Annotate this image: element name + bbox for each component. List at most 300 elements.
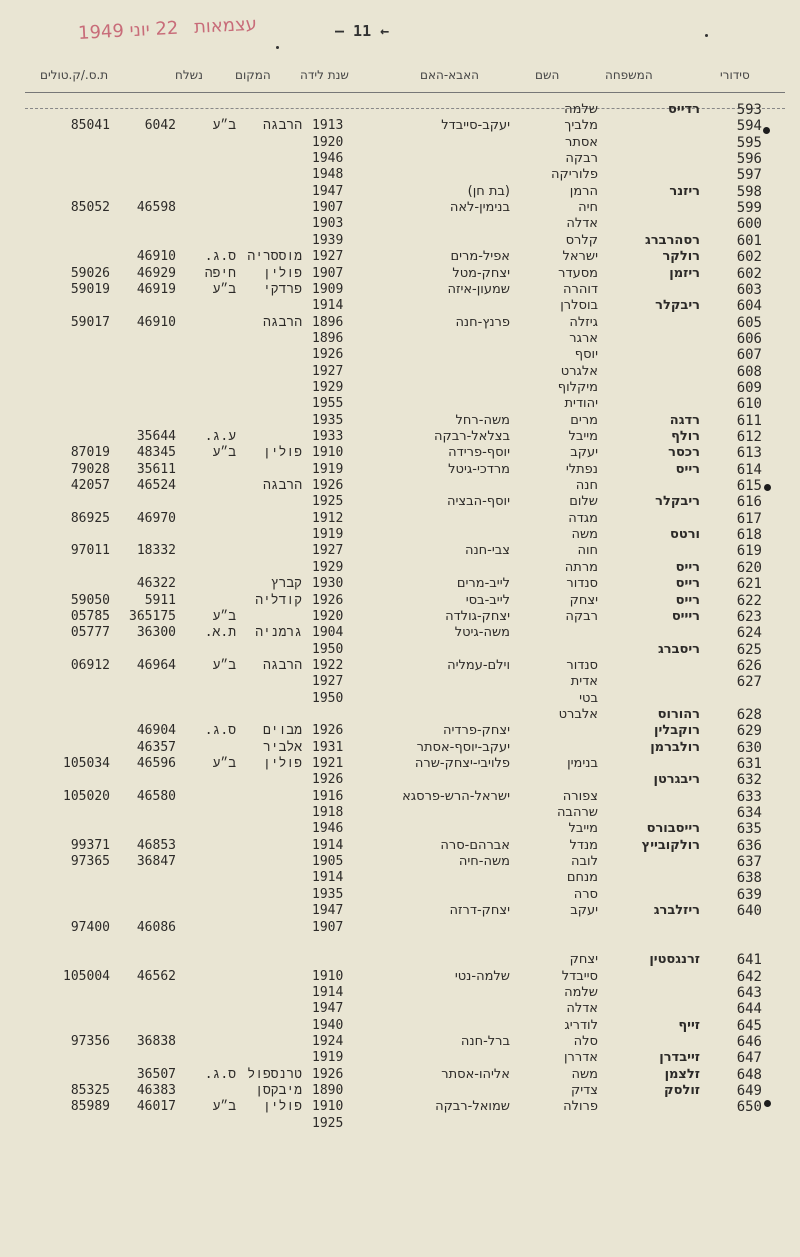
family-name: ורטס	[670, 527, 700, 543]
table-row	[0, 723, 800, 739]
archive-number: 05777	[70, 625, 110, 641]
serial-number: 625	[736, 641, 762, 658]
table-row	[0, 380, 800, 396]
sent-to: ב״ע	[212, 118, 236, 134]
family-name: רסהרברג	[645, 232, 700, 248]
family-name: רדייס	[668, 102, 700, 117]
birth-year: 1926	[312, 772, 344, 788]
file-number: 36507	[136, 1066, 176, 1082]
first-name: מיקלוף	[557, 379, 598, 395]
file-number: 36847	[136, 854, 176, 870]
archive-number: 59019	[70, 281, 110, 297]
first-name: אלברט	[558, 706, 598, 722]
serial-number: 603	[736, 281, 762, 298]
first-name: שלמה	[564, 102, 598, 117]
serial-number: 615	[736, 478, 762, 495]
table-row	[0, 658, 800, 674]
birth-year: 1890	[312, 1083, 344, 1098]
first-name: בטי	[579, 690, 598, 706]
first-name: יוסף	[574, 347, 598, 363]
parents-names: שמואל-רבקה	[435, 1099, 510, 1115]
birth-year: 1926	[312, 478, 344, 494]
table-row	[0, 560, 800, 576]
origin-place: מבוים	[262, 723, 302, 739]
sent-to: ס.ג.	[204, 1066, 236, 1082]
birth-year: 1918	[312, 805, 344, 821]
table-row	[0, 413, 800, 429]
serial-number: 630	[736, 739, 762, 756]
parents-names: בצלאל-רבקה	[434, 429, 510, 444]
birth-year: 1903	[312, 216, 344, 232]
file-number: 46580	[136, 788, 176, 804]
first-name: סלה	[573, 1033, 598, 1049]
first-name: פלוריקה	[550, 167, 598, 183]
serial-number: 645	[736, 1017, 762, 1034]
serial-number: 636	[736, 837, 762, 854]
family-name: ריייס	[671, 608, 700, 624]
table-row	[0, 429, 800, 445]
serial-number: 598	[736, 183, 762, 200]
file-number: 46964	[136, 657, 176, 673]
origin-place: פרדקי	[262, 281, 302, 297]
birth-year: 1939	[312, 232, 344, 248]
origin-place: הרבגה	[262, 118, 302, 134]
serial-number: 644	[736, 1001, 762, 1018]
archive-number: 85325	[70, 1083, 110, 1098]
header-rule	[25, 92, 785, 93]
table-row	[0, 543, 800, 559]
first-name: אדית	[570, 674, 598, 690]
serial-number: 609	[736, 379, 762, 396]
serial-number: 605	[736, 314, 762, 331]
serial-number: 631	[736, 756, 762, 772]
first-name: קלרס	[565, 232, 598, 248]
first-name: מגדה	[568, 510, 598, 526]
birth-year: 1920	[312, 608, 344, 624]
table-row	[0, 249, 800, 265]
serial-number: 650	[736, 1099, 762, 1116]
serial-number: 595	[736, 134, 762, 151]
origin-place: אלביר	[262, 739, 302, 755]
table-row	[0, 707, 800, 723]
family-name: זייבדרן	[659, 1050, 700, 1066]
birth-year: 1935	[312, 886, 344, 902]
table-row	[0, 1116, 800, 1132]
table-row	[0, 1050, 800, 1066]
family-name: זלצמן	[664, 1066, 700, 1082]
birth-year: 1919	[312, 527, 344, 543]
first-name: סייבדל	[561, 968, 598, 984]
first-name: משה	[571, 1066, 598, 1082]
archive-number: 97356	[70, 1033, 110, 1049]
serial-number: 614	[736, 461, 762, 478]
origin-place: פולין	[262, 265, 302, 281]
parents-names: וילם-עמליה	[447, 657, 510, 673]
family-name: ריזמן	[669, 265, 700, 281]
serial-number: 635	[736, 821, 762, 838]
serial-number: 641	[736, 952, 762, 969]
first-name: חיה	[578, 200, 598, 216]
table-row	[0, 821, 800, 837]
parents-names: יעקב-סייבדל	[441, 118, 510, 134]
serial-number: 624	[736, 625, 762, 642]
birth-year: 1948	[312, 167, 344, 183]
table-row	[0, 216, 800, 232]
family-name: רכסר	[668, 445, 700, 461]
header-family: המשפחה	[605, 68, 653, 82]
archive-number: 105020	[63, 788, 110, 804]
serial-number: 638	[736, 870, 762, 887]
serial-number: 597	[736, 167, 762, 184]
file-number: 46596	[136, 756, 176, 771]
sent-to: ב״ע	[212, 657, 236, 673]
table-row	[0, 920, 800, 936]
serial-number: 648	[736, 1066, 762, 1083]
origin-place: הרבגה	[262, 657, 302, 673]
birth-year: 1914	[312, 298, 344, 314]
table-row	[0, 805, 800, 821]
first-name: אדררן	[563, 1050, 598, 1066]
family-name: ריסברג	[657, 641, 700, 657]
family-name: ריזנר	[669, 183, 700, 199]
serial-number: 612	[736, 429, 762, 445]
punch-hole	[764, 1100, 771, 1107]
table-row	[0, 1034, 800, 1050]
file-number: 46853	[136, 837, 176, 853]
first-name: לודריג	[564, 1017, 598, 1033]
first-name: אלגרט	[560, 363, 598, 379]
family-name: זרנגסטין	[649, 952, 700, 968]
archive-number: 06912	[70, 657, 110, 673]
first-name: שלמה	[564, 984, 598, 1000]
table-row	[0, 870, 800, 886]
first-name: הרמן	[569, 183, 598, 199]
serial-number: 629	[736, 723, 762, 740]
parents-names: משה-גיטל	[454, 625, 510, 641]
serial-number: 618	[736, 527, 762, 544]
file-number: 46383	[136, 1083, 176, 1098]
parents-names: צבי-חנה	[464, 543, 510, 559]
origin-place: הרבגה	[262, 478, 302, 494]
serial-number: 647	[736, 1050, 762, 1067]
origin-place: פולין	[262, 756, 302, 771]
table-row	[0, 233, 800, 249]
birth-year: 1913	[312, 118, 344, 134]
table-row	[0, 691, 800, 707]
birth-year: 1907	[312, 919, 344, 935]
ink-dot	[276, 46, 279, 49]
birth-year: 1929	[312, 379, 344, 395]
first-name: יצחק	[569, 592, 598, 608]
birth-year: 1914	[312, 984, 344, 1000]
serial-number: 639	[736, 886, 762, 903]
serial-number: 616	[736, 494, 762, 511]
table-row	[0, 985, 800, 1001]
parents-names: שמעון-איזה	[447, 281, 510, 297]
table-row	[0, 1018, 800, 1034]
birth-year: 1910	[312, 968, 344, 984]
birth-year: 1919	[312, 461, 344, 477]
table-row	[0, 364, 800, 380]
first-name: שרהבה	[556, 805, 598, 821]
sent-to: ב״ע	[212, 281, 236, 297]
parents-names: יצחק-גולדה	[445, 608, 510, 624]
parents-names: משה-רחל	[455, 412, 510, 428]
birth-year: 1921	[312, 756, 344, 771]
serial-number: 643	[736, 984, 762, 1001]
birth-year: 1927	[312, 363, 344, 379]
serial-number: 601	[736, 232, 762, 249]
first-name: צפורה	[562, 788, 598, 804]
ink-dot	[705, 34, 708, 37]
table-row	[0, 1067, 800, 1083]
header-serial: סידורי	[720, 68, 750, 82]
sent-to: ב״ע	[212, 1099, 236, 1115]
parents-names: לייב-מרים	[456, 576, 510, 592]
serial-number: 596	[736, 151, 762, 168]
file-number: 35611	[136, 461, 176, 477]
serial-number: 613	[736, 445, 762, 462]
sent-to: ס.ג.	[204, 249, 236, 265]
birth-year: 1907	[312, 265, 344, 281]
birth-year: 1925	[312, 494, 344, 510]
archive-number: 97400	[70, 919, 110, 935]
birth-year: 1914	[312, 870, 344, 886]
table-row	[0, 151, 800, 167]
table-row	[0, 184, 800, 200]
serial-number: 632	[736, 772, 762, 789]
file-number: 46598	[136, 200, 176, 216]
serial-number: 649	[736, 1083, 762, 1099]
serial-number: 621	[736, 576, 762, 593]
table-row	[0, 102, 800, 118]
parents-names: יוסף-פרידה	[448, 445, 510, 461]
birth-year: 1935	[312, 412, 344, 428]
family-name: רולף	[671, 429, 700, 444]
file-number: 36838	[136, 1033, 176, 1049]
first-name: מייבל	[568, 429, 598, 444]
family-name: רייסבורס	[646, 821, 700, 837]
first-name: אסתר	[564, 134, 598, 150]
serial-number: 619	[736, 543, 762, 560]
serial-number: 594	[736, 118, 762, 135]
family-name: רולברמן	[650, 739, 700, 755]
punch-hole	[763, 127, 770, 134]
birth-year: 1926	[312, 347, 344, 363]
parents-names: פרנץ-חנה	[455, 314, 510, 330]
parents-names: בנימין-לאה	[449, 200, 510, 216]
serial-number: 634	[736, 805, 762, 822]
table-row	[0, 298, 800, 314]
origin-place: מיבקסן	[255, 1083, 302, 1098]
table-row	[0, 789, 800, 805]
family-name: זולסק	[664, 1083, 700, 1098]
serial-number: 600	[736, 216, 762, 233]
table-row	[0, 396, 800, 412]
serial-number: 626	[736, 657, 762, 674]
table-row	[0, 969, 800, 985]
birth-year: 1916	[312, 788, 344, 804]
first-name: בנימין	[567, 756, 598, 771]
first-name: מסעדר	[558, 265, 598, 281]
table-row	[0, 740, 800, 756]
birth-year: 1927	[312, 249, 344, 265]
table-row	[0, 625, 800, 641]
family-name: ריבגרטן	[653, 772, 700, 788]
serial-number: 633	[736, 788, 762, 805]
table-row	[0, 315, 800, 331]
birth-year: 1946	[312, 821, 344, 837]
birth-year: 1929	[312, 559, 344, 575]
first-name: יצחק	[569, 952, 598, 968]
birth-year: 1947	[312, 903, 344, 919]
first-name: ארגר	[569, 330, 598, 346]
serial-number: 642	[736, 968, 762, 985]
parents-names: אברהם-סרה	[440, 837, 510, 853]
sent-to: ב״ע	[212, 756, 236, 771]
header-parents: האבא-האם	[420, 68, 479, 82]
table-row	[0, 347, 800, 363]
file-number: 46970	[136, 510, 176, 526]
first-name: חוה	[577, 543, 598, 559]
stamp-text: עצמאות	[193, 13, 258, 38]
archive-number: 85052	[70, 200, 110, 216]
table-row	[0, 511, 800, 527]
archive-number: 85041	[70, 118, 110, 134]
birth-year: 1926	[312, 723, 344, 739]
first-name: רבקה	[565, 151, 598, 167]
sent-to: חיפה	[204, 265, 236, 281]
file-number: 46086	[136, 919, 176, 935]
file-number: 46017	[136, 1099, 176, 1115]
family-name: רדגה	[669, 412, 700, 428]
family-name: זייף	[678, 1017, 700, 1033]
header-tos: ת.ס./ק.טולים	[40, 68, 109, 82]
serial-number: 599	[736, 200, 762, 217]
parents-names: משה-חיה	[458, 854, 510, 870]
file-number: 46357	[136, 739, 176, 755]
archive-number: 97011	[70, 543, 110, 559]
archive-number: 05785	[70, 608, 110, 624]
archive-number: 42057	[70, 478, 110, 494]
origin-place: הרבגה	[262, 314, 302, 330]
family-name: ריבקלר	[655, 298, 700, 314]
file-number: 46904	[136, 723, 176, 739]
birth-year: 1930	[312, 576, 344, 592]
parents-names: יעקב-יוסף-אסתר	[416, 739, 510, 755]
table-row	[0, 936, 800, 952]
serial-number: 604	[736, 298, 762, 315]
serial-number: 628	[736, 706, 762, 723]
first-name: מלביך	[564, 118, 598, 134]
file-number: 46929	[136, 265, 176, 281]
sent-to: ת.א.	[204, 625, 236, 641]
parents-names: ברל-חנה	[460, 1033, 510, 1049]
archive-number: 85989	[70, 1099, 110, 1115]
parents-names: אפיל-מרים	[450, 249, 510, 265]
first-name: מרים	[570, 412, 598, 428]
serial-number: 623	[736, 608, 762, 625]
file-number: 46910	[136, 249, 176, 265]
table-row	[0, 494, 800, 510]
table-row	[0, 838, 800, 854]
first-name: צדיק	[571, 1083, 598, 1098]
file-number: 35644	[136, 429, 176, 444]
header-born: שנת לידה	[300, 68, 349, 82]
file-number: 18332	[136, 543, 176, 559]
birth-year: 1907	[312, 200, 344, 216]
family-name: רייס	[675, 461, 700, 477]
family-name: רולקר	[662, 249, 700, 265]
origin-place: פולין	[262, 1099, 302, 1115]
first-name: משה	[571, 527, 598, 543]
parents-names: שלמה-נטי	[454, 968, 510, 984]
first-name: אדלה	[566, 216, 598, 232]
sent-to: ס.ג.	[204, 723, 236, 739]
first-name: חנה	[575, 478, 598, 494]
table-row	[0, 331, 800, 347]
first-name: נפתלי	[565, 461, 598, 477]
birth-year: 1922	[312, 657, 344, 673]
first-name: סנדור	[566, 576, 598, 592]
origin-place: מוססריה	[247, 249, 302, 265]
table-row	[0, 952, 800, 968]
family-name: ריזלברג	[653, 903, 700, 919]
sent-to: ע.ג.	[204, 429, 236, 444]
archive-number: 87019	[70, 445, 110, 461]
origin-place: קברץ	[270, 576, 302, 592]
stamp-date: 22 יוני 1949	[77, 17, 179, 44]
birth-year: 1910	[312, 1099, 344, 1115]
family-name: רייס	[675, 576, 700, 592]
file-number: 46562	[136, 968, 176, 984]
table-row	[0, 135, 800, 151]
birth-year: 1904	[312, 625, 344, 641]
file-number: 6042	[144, 118, 176, 134]
sent-to: ב״ע	[212, 445, 236, 461]
first-name: גיזלה	[569, 314, 598, 330]
parents-names: יצחק-דרזה	[449, 903, 510, 919]
file-number: 46322	[136, 576, 176, 592]
header-first-name: השם	[535, 68, 560, 82]
first-name: יעקב	[570, 445, 598, 461]
first-name: מייבל	[568, 821, 598, 837]
file-number: 5911	[144, 592, 176, 608]
serial-number: 637	[736, 854, 762, 871]
serial-number: 602	[736, 249, 762, 266]
serial-number: 607	[736, 347, 762, 364]
archive-number: 97365	[70, 854, 110, 870]
serial-number: 620	[736, 559, 762, 576]
birth-year: 1927	[312, 674, 344, 690]
file-number: 48345	[136, 445, 176, 461]
birth-year: 1925	[312, 1115, 344, 1131]
file-number: 46524	[136, 478, 176, 494]
received-stamp	[78, 13, 268, 44]
header-sent: נשלח	[175, 68, 203, 82]
table-row	[0, 756, 800, 772]
column-headers	[30, 46, 750, 96]
archive-number: 79028	[70, 461, 110, 477]
first-name: אדלה	[566, 1001, 598, 1017]
file-number: 36300	[136, 625, 176, 641]
first-name: בוסלרן	[560, 298, 598, 314]
family-name: ריבקלר	[655, 494, 700, 510]
family-name: רוקבלין	[654, 723, 700, 739]
parents-names: יוסף-הבציה	[446, 494, 510, 510]
table-row	[0, 478, 800, 494]
first-name: לובה	[571, 854, 598, 870]
